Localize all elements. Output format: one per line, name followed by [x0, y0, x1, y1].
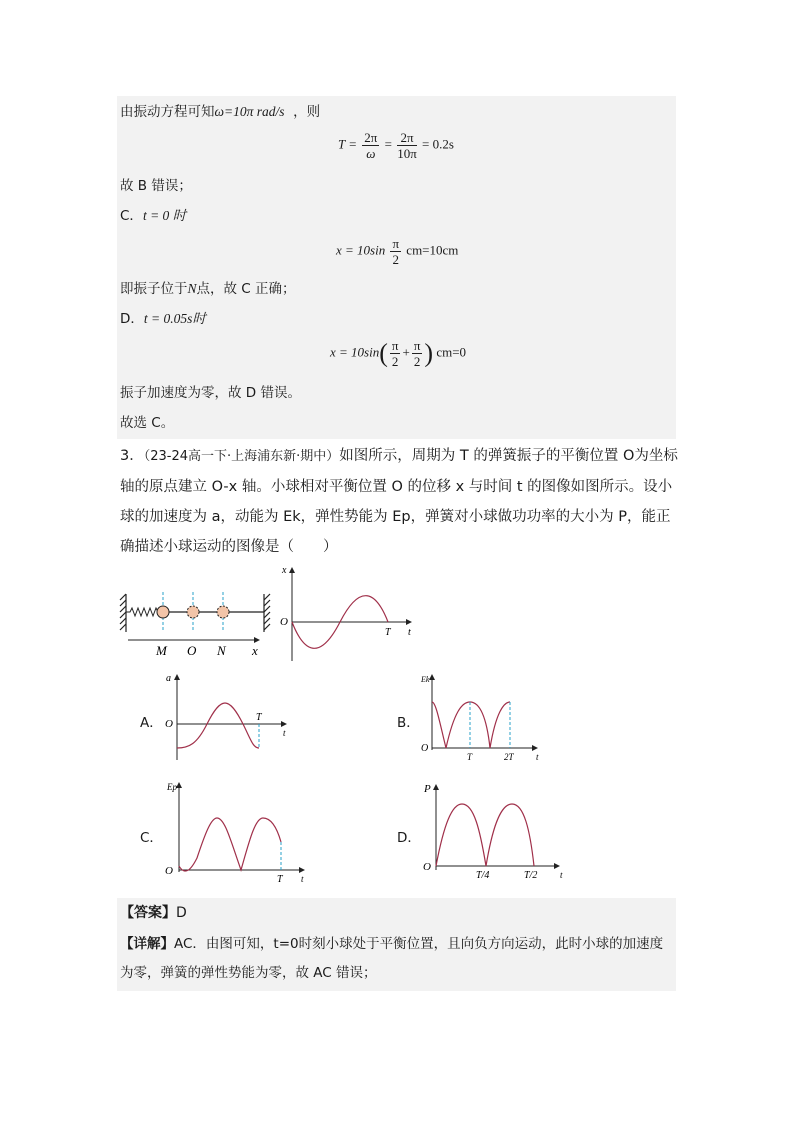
- y-label: x: [282, 565, 287, 576]
- option-c-graph: [163, 778, 313, 886]
- point-n: N: [187, 281, 197, 296]
- text-fragment: ，则: [293, 104, 321, 120]
- c-condition-line: [120, 206, 186, 226]
- c-formula: [336, 236, 458, 267]
- right-wall: [264, 594, 270, 632]
- period-tick: T: [385, 627, 391, 638]
- t-label: t: [301, 874, 304, 884]
- origin-label: O: [165, 718, 173, 730]
- d-formula: x = 10sin( $\frac{\pi}{2}$ + $\frac{\pi}{2}$ ) cm=0: [330, 338, 467, 369]
- origin-label: O: [423, 861, 431, 873]
- frac-num: π: [413, 338, 421, 353]
- formula-part: cm=0: [436, 344, 467, 360]
- option-letter: D．: [120, 311, 144, 327]
- answer-line: [120, 903, 187, 923]
- time-condition: t = 0.05s时: [143, 311, 206, 326]
- option-b-label: B．: [397, 715, 420, 731]
- d-condition-line: [120, 309, 206, 329]
- left-wall: [120, 594, 126, 632]
- label-m: M: [156, 643, 167, 658]
- y-label: Ek: [421, 675, 430, 684]
- t-label: t: [283, 728, 286, 738]
- option-d-graph: [420, 780, 570, 884]
- period-formula: [338, 130, 454, 161]
- final-choice: 故选 C。: [120, 415, 175, 431]
- answer-label: 【答案】: [120, 905, 176, 921]
- y-axis-arrow: [433, 784, 439, 790]
- omega-value: ω=10π rad/s: [214, 104, 285, 119]
- formula-part: = 0.2s: [422, 136, 454, 152]
- c-conclusion: [120, 279, 296, 299]
- question-3: [120, 441, 680, 562]
- frac-den: 2: [392, 252, 399, 267]
- label-n: N: [217, 643, 226, 658]
- question-text: 如图所示，周期为 T 的弹簧振子的平衡位置 O为坐标轴的原点建立 O-x 轴。小球相对平衡位置 O 的位移 x 与时间 t 的图像如图所示。设小球的加速度为 a，动能为 Ek，弹性势能为 Ep，弹簧对小球做功功率的大小为 P，能正确描述小球运动的图像是（ ）: [120, 448, 678, 555]
- 2t-tick: 2T: [504, 752, 514, 762]
- explanation-label: 【详解】: [120, 936, 174, 952]
- frac-num: 2π: [364, 130, 378, 145]
- time-condition: t = 0 时: [142, 208, 187, 223]
- fraction: [390, 236, 401, 267]
- formula-part: =: [384, 136, 392, 152]
- frac-den: 2: [413, 354, 421, 369]
- ball-n: [217, 606, 229, 618]
- frac-num: π: [392, 236, 400, 251]
- fraction: [390, 338, 401, 369]
- text-fragment: 由振动方程可知: [120, 104, 215, 120]
- p-curve: [436, 804, 534, 866]
- text-fragment: 点，故 C 正确；: [196, 281, 296, 297]
- y-axis-arrow: [429, 674, 435, 680]
- question-number: 3．: [120, 448, 144, 464]
- t-tick: T: [467, 752, 473, 762]
- xt-graph: [280, 565, 420, 665]
- t4-tick: T/4: [476, 870, 490, 881]
- t2-tick: T/2: [524, 870, 538, 881]
- frac-num: π: [391, 338, 399, 353]
- t-label: t: [536, 752, 539, 762]
- y-axis-arrow: [289, 567, 295, 573]
- period-tick: T: [256, 712, 262, 723]
- question-source: （23-24高一下·上海浦东新·期中）: [143, 449, 340, 464]
- option-b-graph: [418, 672, 548, 764]
- formula-part: T =: [338, 136, 358, 152]
- fraction: [397, 130, 417, 161]
- ball-o: [187, 606, 199, 618]
- frac-num: 2π: [397, 130, 417, 146]
- y-label: a: [166, 673, 171, 684]
- formula-part: x = 10sin: [330, 344, 380, 360]
- ep-curve: [179, 818, 281, 871]
- frac-den: ω: [366, 146, 376, 161]
- a-curve: [177, 703, 259, 748]
- period-tick: T: [277, 874, 283, 885]
- y-axis-arrow: [174, 674, 180, 680]
- t-axis-arrow: [299, 867, 305, 873]
- origin-label: O: [280, 616, 288, 628]
- label-x: x: [252, 643, 258, 658]
- option-a-graph: [163, 672, 293, 764]
- t-axis-arrow: [406, 619, 412, 625]
- fraction: [362, 130, 379, 161]
- solution-line-1: [120, 102, 320, 122]
- b-conclusion: 故 B 错误；: [120, 178, 192, 194]
- option-c-label: C．: [140, 830, 163, 846]
- d-conclusion: 振子加速度为零，故 D 错误。: [120, 385, 301, 401]
- t-axis-arrow: [532, 745, 538, 751]
- explanation: [120, 930, 676, 988]
- fraction: [412, 338, 423, 369]
- formula-part: +: [402, 344, 410, 360]
- explanation-text: AC．由图可知，t=0时刻小球处于平衡位置，且向负方向运动，此时小球的加速度为零，弹簧的弹性势能为零，故 AC 错误；: [120, 936, 664, 981]
- origin-label: O: [165, 865, 173, 877]
- y-label: Ep: [167, 782, 177, 792]
- y-label: P: [424, 783, 431, 795]
- formula-part: cm=10cm: [406, 242, 459, 258]
- answer-value: D: [176, 905, 187, 921]
- frac-den: 2: [391, 354, 399, 369]
- label-o: O: [187, 643, 197, 658]
- text-fragment: 即振子位于: [120, 281, 188, 297]
- frac-den: 10π: [397, 146, 417, 161]
- t-axis-arrow: [281, 721, 287, 727]
- ek-curve: [432, 702, 510, 748]
- t-axis-arrow: [554, 863, 560, 869]
- t-label: t: [560, 870, 563, 880]
- spring-oscillator-figure: [118, 588, 276, 658]
- formula-part: x = 10sin: [336, 242, 386, 258]
- option-letter: C．: [120, 208, 143, 224]
- t-label: t: [408, 627, 411, 638]
- origin-label: O: [421, 743, 429, 754]
- option-a-label: A．: [140, 715, 163, 731]
- ball-m: [157, 606, 169, 618]
- option-d-label: D．: [397, 830, 421, 846]
